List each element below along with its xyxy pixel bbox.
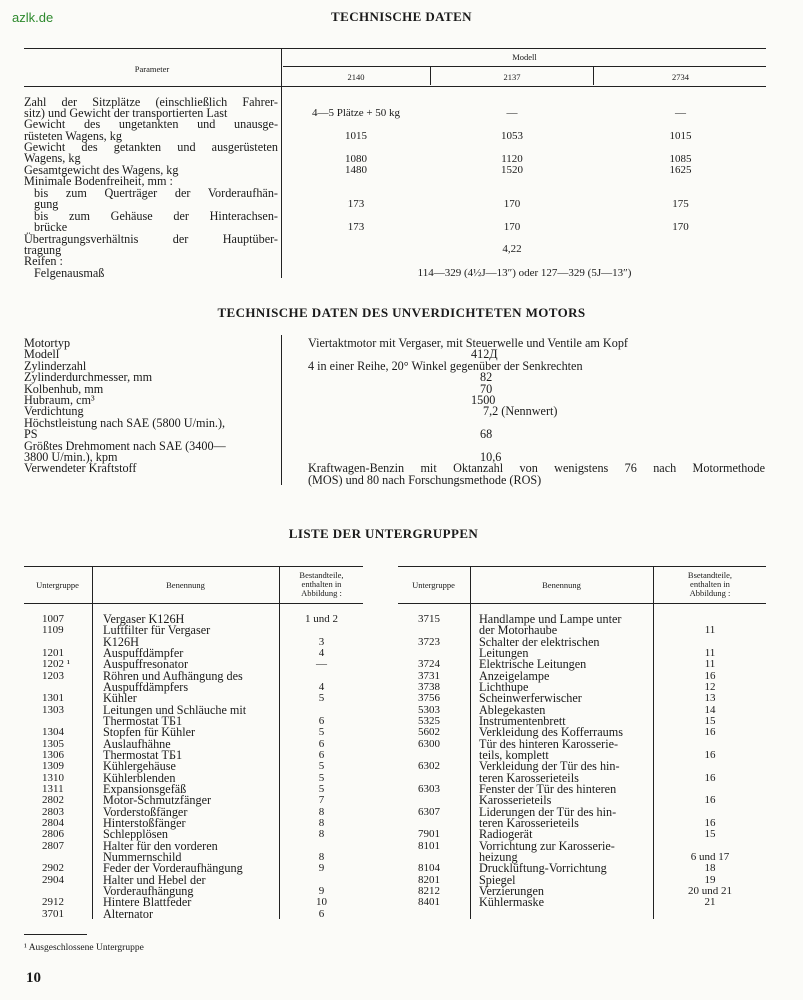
table-top-rule bbox=[24, 48, 766, 49]
subgroup-number: 2803 bbox=[42, 805, 64, 818]
header-line: Abbildung : bbox=[689, 588, 731, 598]
row-label-line: Wagens, kg bbox=[24, 151, 81, 165]
subgroups-title: LISTE DER UNTERGRUPPEN bbox=[288, 526, 479, 541]
engine-cylinders-value: 4 in einer Reihe, 20° Winkel gegenüber der Senkrechten bbox=[308, 359, 583, 373]
subgroup-number: 2802 bbox=[42, 794, 64, 807]
engine-label: 3800 U/min.), kpm bbox=[24, 450, 118, 464]
subgroup-number: 2806 bbox=[42, 828, 64, 841]
subgroup-figure: 15 bbox=[704, 714, 716, 727]
subgroup-number: 1109 bbox=[42, 624, 64, 637]
subgroup-name: Vorrichtung zur Karosserie- bbox=[479, 838, 615, 853]
subgroup-name: Feder der Vorderaufhängung bbox=[103, 861, 243, 876]
subgroup-name: Liderungen der Tür des hin- bbox=[479, 804, 617, 819]
subgroup-name: Handlampe und Lampe unter bbox=[479, 612, 622, 626]
left-table-header-rule bbox=[24, 603, 363, 604]
footnote: ¹ Ausgeschlossene Untergruppe bbox=[24, 943, 144, 953]
subgroup-number: 1309 bbox=[42, 760, 64, 773]
value-2140: 4—5 Plätze + 50 kg bbox=[311, 107, 401, 119]
value-2137: — bbox=[506, 107, 518, 119]
subgroup-number: 1304 bbox=[42, 726, 64, 739]
subgroup-number: 3701 bbox=[42, 907, 64, 920]
value-2734: — bbox=[675, 107, 686, 119]
engine-label: Kolbenhub, mm bbox=[24, 382, 104, 396]
subgroup-number: 3724 bbox=[418, 658, 440, 671]
subgroup-figure: 4 bbox=[318, 680, 325, 693]
value-2140: 173 bbox=[347, 221, 365, 233]
row-label-line: Felgenausmaß bbox=[34, 266, 105, 280]
model-2734: 2734 bbox=[672, 72, 689, 82]
subgroup-name: Auslaufhähne bbox=[103, 736, 171, 751]
subgroup-name: K126H bbox=[103, 634, 139, 649]
subgroup-number: 2904 bbox=[42, 873, 64, 886]
subgroup-name: Lichthupe bbox=[479, 679, 529, 694]
subgroup-number: 6300 bbox=[418, 737, 440, 750]
engine-label: Zylinderdurchmesser, mm bbox=[24, 370, 153, 384]
right-header-name: Benennung bbox=[542, 580, 581, 590]
subgroup-figure: 13 bbox=[704, 692, 716, 705]
engine-torque-value: 10,6 bbox=[480, 450, 502, 464]
subgroup-name: Motor-Schmutzfänger bbox=[103, 793, 212, 808]
row-label-line: Minimale Bodenfreiheit, mm : bbox=[24, 174, 173, 188]
value-gear-ratio: 4,22 bbox=[502, 243, 522, 255]
subgroup-name: Hinterstoßfänger bbox=[103, 815, 186, 830]
subgroup-figure: 7 bbox=[318, 794, 325, 807]
subgroup-figure: 3 bbox=[318, 635, 325, 648]
model-2140: 2140 bbox=[347, 72, 365, 82]
subgroup-figure: 20 und 21 bbox=[688, 884, 732, 897]
header-line: enthalten in bbox=[690, 579, 730, 589]
subgroup-name: Leitungen und Schläuche mit bbox=[103, 702, 247, 717]
subgroup-number: 3731 bbox=[418, 669, 440, 682]
subgroup-number: 1311 bbox=[42, 782, 64, 795]
subgroup-figure: 16 bbox=[704, 669, 716, 682]
row-label-line: Reifen : bbox=[24, 254, 63, 268]
right-table-top-rule bbox=[398, 566, 766, 567]
subgroup-figure: 6 bbox=[318, 737, 325, 750]
subgroup-name: Thermostat ТБ1 bbox=[103, 747, 183, 762]
model-2137: 2137 bbox=[503, 72, 521, 82]
subgroup-figure: 11 bbox=[704, 658, 716, 671]
left-table-top-rule bbox=[24, 566, 363, 567]
engine-fuel-value: Kraftwagen-Benzin mit Oktanzahl von wenigstens 76 nach Motormethode bbox=[308, 461, 765, 475]
subgroup-name: Scheinwerferwischer bbox=[479, 691, 582, 706]
value-2734: 170 bbox=[672, 221, 689, 233]
subgroup-name: Thermostat ТБ1 bbox=[103, 713, 183, 728]
row-label-line: Gewicht des getankten und ausgerüsteten bbox=[24, 140, 278, 154]
subgroup-number: 8104 bbox=[418, 862, 440, 875]
subgroup-name: Ablegekasten bbox=[479, 702, 546, 717]
page-number: 10 bbox=[26, 970, 41, 986]
subgroup-name: Stopfen für Kühler bbox=[103, 725, 196, 740]
subgroup-figure: 12 bbox=[704, 680, 716, 693]
value-2140: 1480 bbox=[345, 164, 367, 176]
subgroup-number: 6302 bbox=[418, 760, 440, 773]
right-table-header-rule bbox=[398, 603, 766, 604]
subgroup-name: Instrumentenbrett bbox=[479, 713, 566, 728]
left-column-divider bbox=[92, 567, 93, 919]
subgroup-number: 1301 bbox=[42, 692, 64, 705]
subgroup-name: teren Karosserieteils bbox=[479, 815, 579, 830]
subgroup-figure: 19 bbox=[704, 873, 716, 886]
subgroup-name: Halter für den vorderen bbox=[103, 838, 218, 853]
subgroup-name: Anzeigelampe bbox=[479, 668, 550, 683]
subgroup-number: 3723 bbox=[418, 635, 440, 648]
subgroup-figure: 11 bbox=[704, 646, 716, 659]
engine-label: Hubraum, cm³ bbox=[24, 393, 95, 407]
subgroup-number: 1202 ¹ bbox=[42, 658, 71, 671]
subgroup-number: 1310 bbox=[42, 771, 64, 784]
subgroup-number: 6303 bbox=[418, 782, 440, 795]
value-2140: 173 bbox=[347, 198, 365, 210]
subgroup-figure: — bbox=[316, 658, 327, 671]
row-label-line: Gesamtgewicht des Wagens, kg bbox=[24, 163, 179, 177]
subgroup-name: Auspuffdämpfers bbox=[103, 679, 189, 694]
subgroup-name: Luftfilter für Vergaser bbox=[103, 623, 211, 638]
subgroup-name: Drucklüftung-Vorrichtung bbox=[479, 861, 607, 876]
engine-label: Verdichtung bbox=[24, 404, 84, 418]
engine-label: Höchstleistung nach SAE (5800 U/min.), bbox=[24, 416, 226, 430]
subgroup-name: der Motorhaube bbox=[479, 623, 558, 638]
param-header: Parameter bbox=[134, 64, 170, 74]
subgroup-name: Tür des hinteren Karosserie- bbox=[479, 736, 619, 751]
row-label-line: tragung bbox=[24, 243, 62, 257]
param-column-divider bbox=[281, 49, 282, 278]
value-rim-size: 114—329 (4½J—13″) oder 127—329 (5J—13″) bbox=[417, 267, 632, 279]
engine-label: Verwendeter Kraftstoff bbox=[24, 461, 137, 475]
row-label-line: Gewicht des ungetankten und unausge- bbox=[24, 117, 278, 131]
subgroup-figure: 9 bbox=[318, 862, 325, 875]
subgroup-name: Hintere Blattfeder bbox=[103, 895, 192, 910]
subgroup-figure: 4 bbox=[318, 646, 325, 659]
tech-data-title: TECHNISCHE DATEN bbox=[331, 9, 472, 24]
subgroup-figure: 6 bbox=[318, 748, 325, 761]
model-header-rule bbox=[283, 66, 766, 67]
left-header-group: Untergruppe bbox=[36, 580, 79, 590]
subgroup-name: Röhren und Aufhängung des bbox=[103, 668, 243, 683]
subgroup-figure: 21 bbox=[704, 896, 716, 909]
subgroup-number: 1201 bbox=[42, 646, 64, 659]
subgroup-figure: 8 bbox=[318, 805, 325, 818]
header-line: Abbildung : bbox=[301, 588, 342, 598]
engine-stroke-value: 70 bbox=[480, 382, 493, 396]
engine-label: Motortyp bbox=[24, 336, 71, 350]
subgroup-figure: 15 bbox=[704, 828, 716, 841]
subgroup-name: teils, komplett bbox=[479, 747, 549, 762]
row-label-line: rüsteten Wagens, kg bbox=[24, 129, 122, 143]
subgroup-name: Vergaser K126H bbox=[103, 612, 185, 626]
engine-label: Größtes Drehmoment nach SAE (3400— bbox=[24, 439, 226, 453]
right-header-parts bbox=[654, 571, 766, 598]
subgroup-name: Vorderaufhängung bbox=[103, 883, 194, 898]
engine-column-divider bbox=[281, 335, 282, 485]
row-label-line: gung bbox=[34, 197, 59, 211]
left-header-parts bbox=[280, 571, 363, 598]
subgroup-figure: 8 bbox=[318, 816, 325, 829]
subgroup-number: 5303 bbox=[418, 703, 440, 716]
value-2734: 1085 bbox=[669, 153, 692, 165]
value-2137: 1053 bbox=[501, 130, 523, 142]
subgroup-number: 1303 bbox=[42, 703, 64, 716]
subgroup-figure: 8 bbox=[318, 850, 325, 863]
subgroup-number: 7901 bbox=[418, 828, 440, 841]
subgroup-name: Leitungen bbox=[479, 645, 529, 660]
value-2137: 1520 bbox=[501, 164, 523, 176]
subgroup-number: 8401 bbox=[418, 896, 440, 909]
value-2734: 1015 bbox=[669, 130, 692, 142]
engine-model-value: 412Д bbox=[471, 347, 498, 361]
subgroup-name: Auspuffresonator bbox=[103, 657, 189, 672]
subgroup-name: Radiogerät bbox=[479, 827, 533, 842]
value-2137: 1120 bbox=[501, 153, 523, 165]
subgroup-number: 2902 bbox=[42, 862, 64, 875]
table-header-rule bbox=[24, 86, 766, 87]
subgroup-number: 6307 bbox=[418, 805, 440, 818]
header-line: Bsetandteile, bbox=[687, 570, 733, 580]
subgroup-number: 3738 bbox=[418, 680, 440, 693]
subgroup-figure: 6 und 17 bbox=[690, 850, 730, 863]
header-line: Bestandteile, bbox=[299, 570, 344, 580]
subgroup-name: Verkleidung des Kofferraums bbox=[479, 725, 623, 740]
subgroup-name: Nummernschild bbox=[103, 849, 182, 864]
engine-label: PS bbox=[24, 427, 38, 441]
engine-compression-value: 7,2 (Nennwert) bbox=[483, 404, 558, 418]
subgroup-number: 1306 bbox=[42, 748, 64, 761]
subgroup-number: 3756 bbox=[418, 692, 440, 705]
watermark: azlk.de bbox=[12, 10, 54, 25]
subgroup-figure: 6 bbox=[318, 714, 325, 727]
value-2734: 175 bbox=[672, 198, 689, 210]
subgroup-figure: 5 bbox=[318, 692, 325, 705]
left-header-name: Benennung bbox=[166, 580, 205, 590]
subgroup-name: Kühlermaske bbox=[479, 895, 544, 910]
subgroup-figure: 5 bbox=[318, 771, 325, 784]
right-header-group: Untergruppe bbox=[412, 580, 455, 590]
subgroup-figure: 8 bbox=[318, 828, 325, 841]
row-label-line: bis zum Gehäuse der Hinterachsen- bbox=[34, 209, 278, 223]
subgroup-name: Karosserieteils bbox=[479, 793, 552, 808]
subgroup-name: Kühlergehäuse bbox=[103, 759, 176, 774]
subgroup-name: Verzierungen bbox=[479, 883, 544, 898]
subgroup-number: 5325 bbox=[418, 714, 440, 727]
subgroup-number: 3715 bbox=[418, 613, 440, 625]
subgroup-figure: 16 bbox=[704, 748, 716, 761]
subgroup-number: 1007 bbox=[42, 613, 64, 625]
subgroup-figure: 1 und 2 bbox=[305, 613, 338, 625]
row-label-line: brücke bbox=[34, 220, 68, 234]
subgroup-name: Schalter der elektrischen bbox=[479, 634, 600, 649]
subgroup-name: Schlepplösen bbox=[103, 827, 168, 842]
subgroup-name: Elektrische Leitungen bbox=[479, 657, 587, 672]
subgroup-figure: 6 bbox=[318, 907, 325, 920]
engine-type-value: Viertaktmotor mit Vergaser, mit Steuerwelle und Ventile am Kopf bbox=[308, 336, 628, 350]
row-label-line: sitz) und Gewicht der transportierten Last bbox=[24, 106, 228, 120]
subgroup-figure: 10 bbox=[316, 896, 327, 909]
subgroup-figure: 5 bbox=[318, 782, 325, 795]
model-column-divider bbox=[430, 67, 431, 85]
subgroup-figure: 16 bbox=[704, 726, 716, 739]
engine-title: TECHNISCHE DATEN DES UNVERDICHTETEN MOTORS bbox=[217, 305, 586, 320]
subgroup-figure: 5 bbox=[318, 760, 325, 773]
subgroup-number: 8201 bbox=[418, 873, 440, 886]
subgroup-name: Halter und Hebel der bbox=[103, 872, 206, 887]
value-2734: 1625 bbox=[669, 164, 692, 176]
subgroup-figure: 16 bbox=[704, 794, 716, 807]
row-label-line: Zahl der Sitzplätze (einschließlich Fahrer- bbox=[24, 95, 278, 109]
value-2137: 170 bbox=[503, 198, 521, 210]
engine-fuel-value: (MOS) und 80 nach Forschungsmethode (ROS) bbox=[308, 473, 542, 487]
subgroup-number: 2804 bbox=[42, 816, 64, 829]
subgroup-figure: 5 bbox=[318, 726, 325, 739]
subgroup-number: 8101 bbox=[418, 839, 440, 852]
subgroup-name: teren Karosserieteils bbox=[479, 770, 579, 785]
model-header: Modell bbox=[512, 52, 537, 62]
model-column-divider bbox=[593, 67, 594, 85]
row-label-line: bis zum Querträger der Vorderaufhän- bbox=[34, 186, 278, 200]
subgroup-name: Fenster der Tür des hinteren bbox=[479, 781, 617, 796]
right-column-divider bbox=[470, 567, 471, 919]
subgroup-number: 1203 bbox=[42, 669, 64, 682]
engine-label: Modell bbox=[24, 347, 60, 361]
subgroup-name: Expansionsgefäß bbox=[103, 781, 187, 796]
subgroup-figure: 14 bbox=[704, 703, 716, 716]
value-2140: 1015 bbox=[345, 130, 367, 142]
subgroup-figure: 9 bbox=[318, 884, 325, 897]
subgroup-number: 5602 bbox=[418, 726, 440, 739]
subgroup-figure: 11 bbox=[704, 624, 716, 637]
subgroup-figure: 16 bbox=[704, 816, 716, 829]
subgroup-figure: 16 bbox=[704, 771, 716, 784]
row-label-line: Übertragungsverhältnis der Hauptüber- bbox=[24, 232, 278, 246]
subgroup-number: 2912 bbox=[42, 896, 64, 909]
value-2137: 170 bbox=[503, 221, 521, 233]
subgroup-name: Verkleidung der Tür des hin- bbox=[479, 759, 620, 774]
header-line: enthalten in bbox=[301, 579, 342, 589]
engine-label: Zylinderzahl bbox=[24, 359, 87, 373]
subgroup-name: Auspuffdämpfer bbox=[103, 645, 184, 660]
subgroup-number: 8212 bbox=[418, 884, 440, 897]
subgroup-name: Spiegel bbox=[479, 872, 516, 887]
value-2140: 1080 bbox=[345, 153, 367, 165]
subgroup-name: Vorderstoßfänger bbox=[103, 804, 188, 819]
engine-power-value: 68 bbox=[480, 427, 493, 441]
engine-displacement-value: 1500 bbox=[471, 393, 496, 407]
footnote-rule bbox=[24, 934, 87, 935]
subgroup-number: 1305 bbox=[42, 737, 64, 750]
subgroup-figure: 18 bbox=[704, 862, 716, 875]
subgroup-name: Alternator bbox=[103, 906, 154, 921]
subgroup-name: heizung bbox=[479, 849, 518, 864]
engine-bore-value: 82 bbox=[480, 370, 493, 384]
subgroup-name: Kühler bbox=[103, 691, 137, 706]
subgroup-name: Kühlerblenden bbox=[103, 770, 176, 785]
subgroup-number: 2807 bbox=[42, 839, 64, 852]
